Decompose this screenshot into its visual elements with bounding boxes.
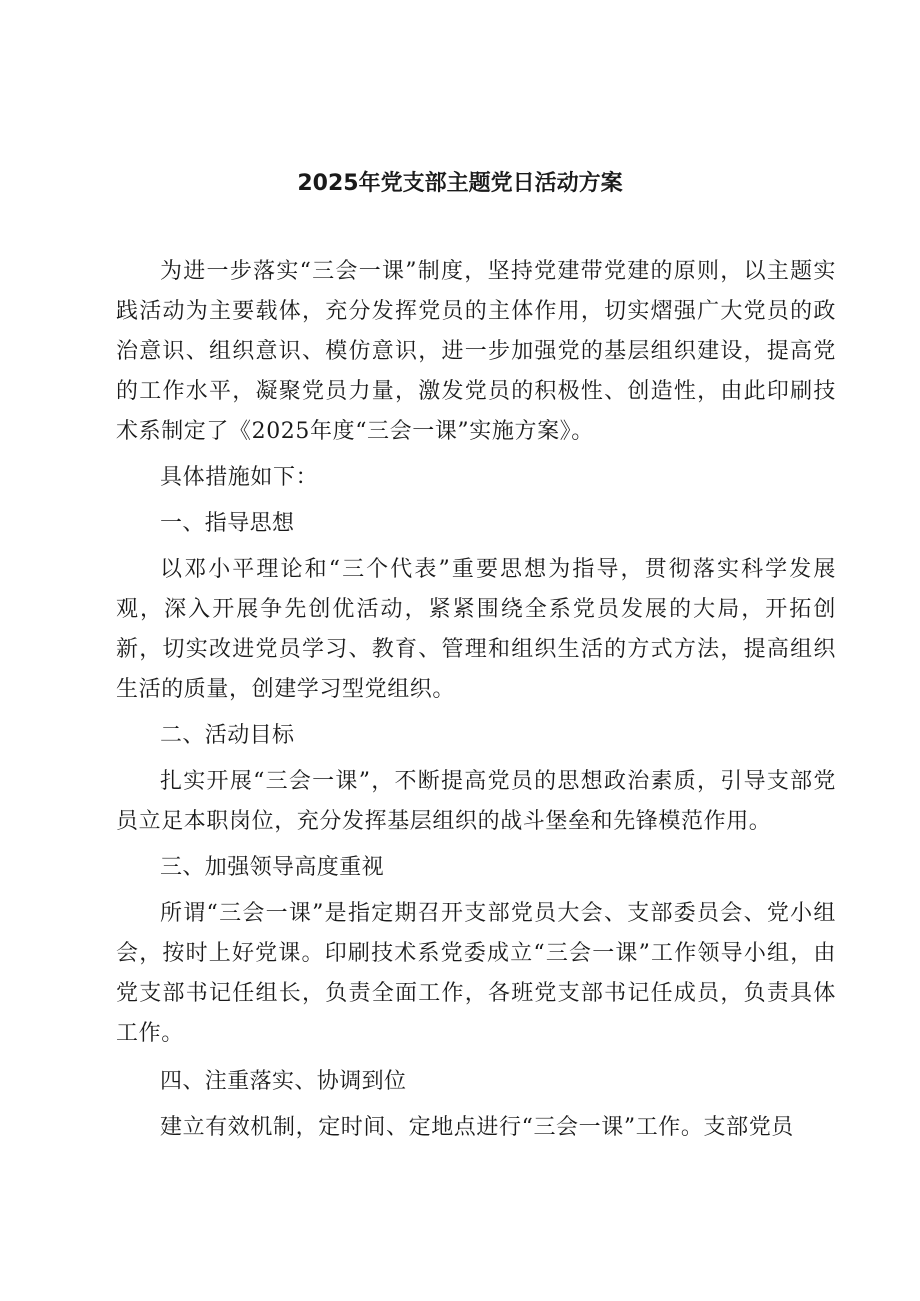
section-text-leadership: 所谓“三会一课”是指定期召开支部党员大会、支部委员会、党小组会，按时上好党课。印刷技术系党委成立“三会一课”工作领导小组，由党支部书记任组长，负责全面工作，各班党支部书记任成员，负责具体工作。 xyxy=(116,901,836,1046)
document-title: 2025年党支部主题党日活动方案 xyxy=(297,171,623,196)
intro-paragraph: 为进一步落实“三会一课”制度，坚持党建带党建的原则，以主题实践活动为主要载体，充分发挥党员的主体作用，切实熠强广大党员的政治意识、组织意识、模仿意识，进一步加强党的基层组织建设，提高党的工作水平，凝聚党员力量，激发党员的积极性、创造性，由此印刷技术系制定了《2025年度“三会一课”实施方案》。 xyxy=(116,259,836,444)
section-heading-implementation: 四、注重落实、协调到位 xyxy=(160,1069,407,1094)
section-text-activity-goals: 扎实开展“三会一课”，不断提高党员的思想政治素质，引导支部党员立足本职岗位，充分发挥基层组织的战斗堡垒和先锋模范作用。 xyxy=(116,769,836,834)
section-heading-leadership: 三、加强领导高度重视 xyxy=(160,855,385,880)
section-text-guiding-ideology: 以邓小平理论和“三个代表”重要思想为指导，贯彻落实科学发展观，深入开展争先创优活动，紧紧围绕全系党员发展的大局，开拓创新，切实改进党员学习、教育、管理和组织生活的方式方法，提高组织生活的质量，创建学习型党组织。 xyxy=(116,557,836,702)
section-heading-activity-goals: 二、活动目标 xyxy=(160,723,295,748)
section-heading-guiding-ideology: 一、指导思想 xyxy=(160,511,295,536)
document-body xyxy=(116,252,836,1148)
measures-intro: 具体措施如下： xyxy=(160,465,319,490)
section-text-implementation: 建立有效机制，定时间、定地点进行“三会一课”工作。支部党员 xyxy=(160,1115,794,1140)
